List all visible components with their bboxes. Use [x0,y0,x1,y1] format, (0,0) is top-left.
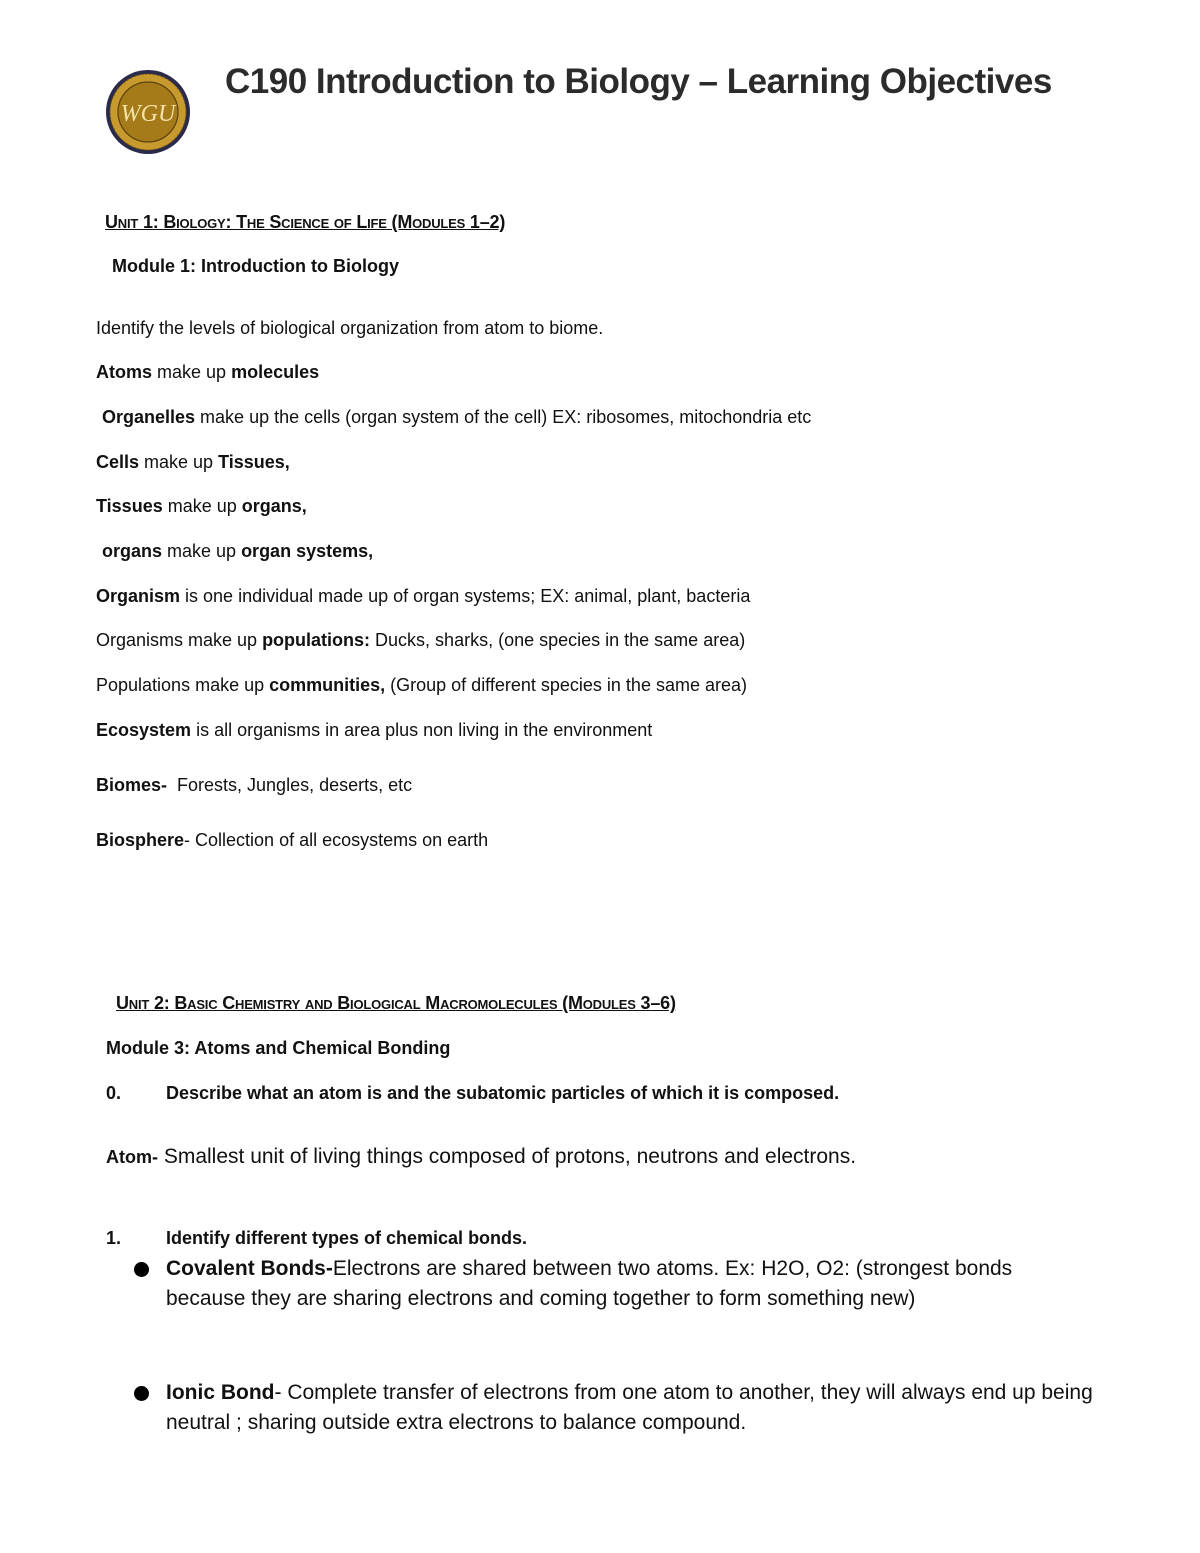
bullet-icon [134,1262,149,1277]
module-1-heading: Module 1: Introduction to Biology [112,256,399,276]
level-communities: Populations make up communities, (Group of different species in the same area) [96,675,747,695]
objective-1-text: Identify different types of chemical bonds. [166,1228,528,1248]
objective-1-number: 1. [106,1228,122,1248]
level-ecosystem: Ecosystem is all organisms in area plus non living in the environment [96,720,653,740]
covalent-bond-item: Covalent Bonds-Electrons are shared between two atoms. Ex: H2O, O2: (strongest bonds because they are sharing electrons and coming together to form something new) [166,1257,1013,1310]
level-organism: Organism is one individual made up of organ systems; EX: animal, plant, bacteria [96,586,751,606]
atom-definition: Atom- Smallest unit of living things composed of protons, neutrons and electrons. [106,1145,857,1168]
level-tissues: Tissues make up organs, [96,496,307,516]
level-populations: Organisms make up populations: Ducks, sharks, (one species in the same area) [96,630,746,650]
level-biomes: Biomes- Forests, Jungles, deserts, etc [96,775,413,795]
unit-2-heading: Unit 2: Basic Chemistry and Biological Macromolecules (Modules 3–6) [116,993,676,1013]
objective-0-text: Describe what an atom is and the subatomic particles of which it is composed. [166,1083,840,1103]
level-organelles: Organelles make up the cells (organ system of the cell) EX: ribosomes, mitochondria etc [102,407,812,427]
module-3-heading: Module 3: Atoms and Chemical Bonding [106,1038,451,1058]
unit-1-intro: Identify the levels of biological organization from atom to biome. [96,318,604,338]
level-cells: Cells make up Tissues, [96,452,290,472]
level-organs: organs make up organ systems, [102,541,374,561]
wgu-seal-logo [105,69,191,155]
bullet-icon [134,1386,149,1401]
page-title: C190 Introduction to Biology – Learning Objectives [225,62,1052,101]
objective-0-number: 0. [106,1083,122,1103]
svg-text:WGU: WGU [120,101,176,127]
level-atoms: Atoms make up molecules [96,362,320,382]
ionic-bond-item: Ionic Bond- Complete transfer of electrons from one atom to another, they will always end up being neutral ; sharing outside extra electrons to balance compound. [166,1381,1093,1434]
level-biosphere: Biosphere- Collection of all ecosystems on earth [96,830,489,850]
unit-1-heading: Unit 1: Biology: The Science of Life (Modules 1–2) [105,212,506,232]
